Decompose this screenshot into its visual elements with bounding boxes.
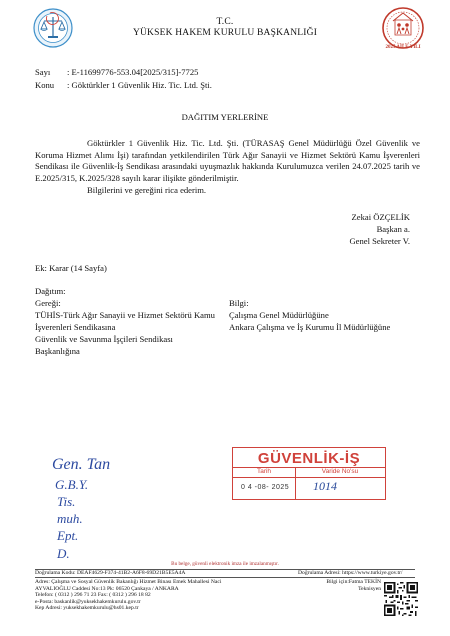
- stamp-col-number: Varide No'su: [321, 468, 359, 475]
- sayi-row: [35, 67, 198, 78]
- bilgi-item: Çalışma Genel Müdürlüğüne: [229, 310, 329, 320]
- email-link[interactable]: e-Posta: baskanlik@yuksekhakemkurulu.gov.tr: [35, 598, 141, 605]
- gereg-item: İşverenleri Sendikasına: [35, 322, 116, 332]
- received-stamp: [232, 447, 386, 500]
- gereg-label: Gereği:: [35, 298, 61, 308]
- stamp-divider: [233, 477, 385, 478]
- stamp-col-date: Tarih: [256, 468, 272, 475]
- gereg-item: Başkanlığına: [35, 346, 80, 356]
- signer-title-1: Başkan a.: [376, 224, 410, 234]
- handwritten-note: muh.: [57, 511, 83, 526]
- kep-address: Kep Adresi: yuksekhakemkurulu@hs01.kep.tr: [35, 605, 139, 611]
- handwritten-note: Gen. Tan: [52, 456, 111, 473]
- distribution-title: Dağıtım:: [35, 286, 66, 296]
- bilgi-label: Bilgi:: [229, 298, 249, 308]
- stamp-number: 1014: [313, 479, 337, 493]
- signer-title-2: Genel Sekreter V.: [349, 236, 410, 246]
- signer-name: Zekai ÖZÇELİK: [351, 212, 410, 222]
- header-tc: T.C.: [216, 17, 234, 27]
- body-closing: Bilgilerini ve gereğini rica ederim.: [87, 185, 207, 195]
- info-contact: Bilgi için:Fatma TEKİN: [326, 579, 381, 585]
- verification-address: Doğrulama Adresi: https://www.turkiye.gov.tr/: [298, 570, 403, 576]
- handwritten-note: Tis.: [57, 494, 76, 509]
- handwritten-note: G.B.Y.: [55, 477, 89, 492]
- gereg-item: Güvenlik ve Savunma İşçileri Sendikası: [35, 334, 173, 344]
- header-institution: YÜKSEK HAKEM KURULU BAŞKANLIĞI: [132, 28, 318, 38]
- stamp-date: 0 4 -08- 2025: [241, 484, 290, 491]
- konu-value: : Göktürkler 1 Güvenlik Hiz. Tic. Ltd. Şti.: [67, 80, 212, 90]
- footer-divider: [35, 577, 415, 578]
- verification-code: Doğrulama Kodu: DEAF4629-F374-41B2-A6F8-69D21B5E5A4A: [35, 570, 186, 576]
- konu-label: Konu: [35, 80, 55, 90]
- address-line: Adres: Çalışma ve Sosyal Güvenlik Bakanlığı Hizmet Binası Emek Mahallesi Naci: [35, 579, 222, 585]
- qr-code-icon: [384, 582, 418, 616]
- stamp-title: GÜVENLİK-İŞ: [257, 450, 361, 467]
- attachment: Ek: Karar (14 Sayfa): [35, 263, 107, 273]
- sayi-value: : E-11699776-553.04[2025/315]-7725: [67, 67, 199, 77]
- info-title: Teknisyen: [358, 585, 381, 592]
- konu-row: [35, 80, 212, 91]
- address-line: AYVALIOĞLU Caddesi No:13 Pk: 06520 Çankaya / ANKARA: [35, 585, 179, 592]
- phone-line: Telefon: ( 0312 ) 296 71 23 Fax: ( 0312 ) 296 18 82: [35, 592, 151, 598]
- handwritten-note: D.: [57, 546, 70, 561]
- logo-caption: 2025 AİLE YILI: [385, 45, 421, 50]
- addressee: DAĞITIM YERLERİNE: [181, 112, 269, 122]
- e-signature-note: Bu belge, güvenli elektronik imza ile imzalanmıştır.: [171, 561, 279, 567]
- sayi-label: Sayı: [35, 67, 51, 77]
- bilgi-item: Ankara Çalışma ve İş Kurumu İl Müdürlüğüne: [229, 322, 391, 332]
- body-paragraph: Göktürkler 1 Güvenlik Hiz. Tic. Ltd. Şti. (TÜRASAŞ Genel Müdürlüğü Özel Güvenlik ve Koruma Hizmet Alımı İşi) tarafından yetkilendirilen Türk Ağır Sanayii ve Hizmet Sektörü Kamu İşverenleri Sendikası ile Güvenlik-İş Sendikası arasındaki uyuşmazlık hakkında Kurulumuzca verilen 24.07.2025 tarih ve E.2025/315, K.2025/328 sayılı karar ilişikte gönderilmiştir.: [35, 138, 420, 183]
- handwritten-note: Ept.: [57, 528, 79, 543]
- gereg-item: TÜHİS-Türk Ağır Sanayii ve Hizmet Sektörü Kamu: [35, 310, 215, 320]
